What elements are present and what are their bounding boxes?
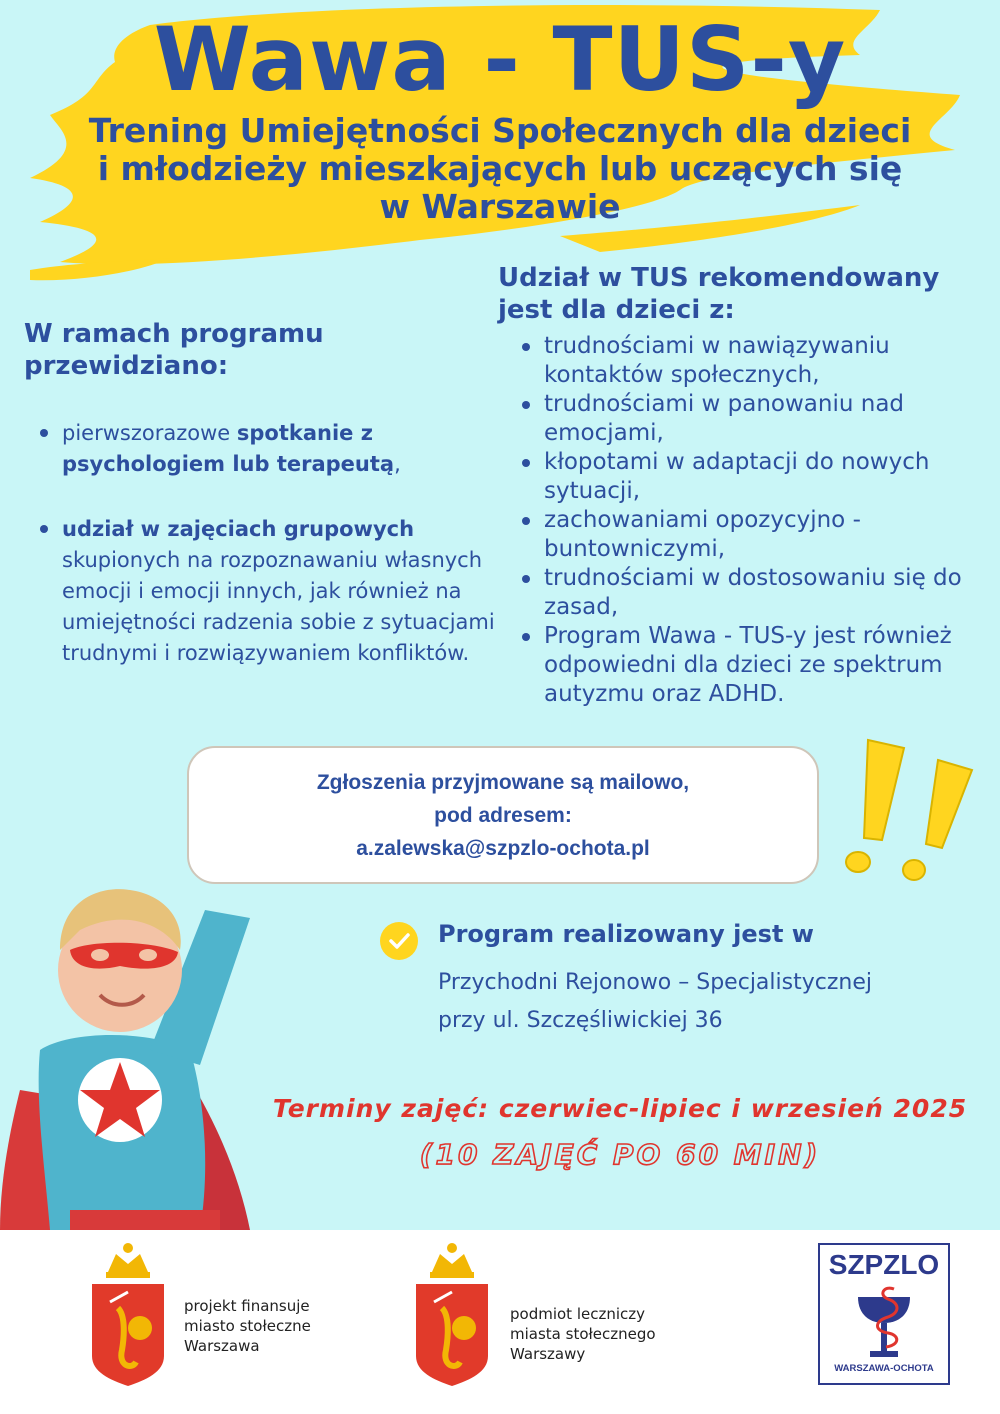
bullet-icon <box>522 517 530 525</box>
list-item <box>498 564 978 622</box>
provider-logo-caption <box>510 1304 656 1364</box>
heading-line: przewidziano: <box>24 351 229 381</box>
recommendation-list <box>498 332 978 709</box>
item-text: kłopotami w adaptacji do nowych sytuacji, <box>544 449 930 504</box>
bullet-icon <box>522 575 530 583</box>
bullet-icon <box>522 633 530 641</box>
list-item <box>498 332 978 390</box>
item-text: pierwszorazowe <box>62 421 237 445</box>
list-item <box>24 418 504 480</box>
address-line: przy ul. Szczęśliwickiej 36 <box>438 1008 723 1033</box>
contact-email[interactable]: a.zalewska@szpzlo-ochota.pl <box>356 837 650 860</box>
bullet-icon <box>522 343 530 351</box>
program-provisions-section <box>24 318 504 669</box>
szpzlo-logo <box>818 1243 950 1385</box>
bullet-icon <box>522 459 530 467</box>
program-location-title: Program realizowany jest w <box>438 920 814 948</box>
provisions-list <box>24 418 504 669</box>
application-callout <box>187 746 819 884</box>
heading-line: jest dla dzieci z: <box>498 295 735 325</box>
list-item <box>498 622 978 709</box>
subtitle <box>0 112 1000 226</box>
funding-logo-caption <box>184 1296 311 1356</box>
caption-line: Warszawa <box>184 1337 260 1355</box>
warsaw-coat-of-arms-logo <box>412 1238 492 1388</box>
caption-line: miasta stołecznego <box>510 1325 656 1343</box>
item-text-bold: spotkanie z psychologiem lub terapeutą <box>62 421 395 476</box>
list-item <box>498 506 978 564</box>
address-line: Przychodni Rejonowo – Specjalistycznej <box>438 970 872 995</box>
heading-line: Udział w TUS rekomendowany <box>498 263 940 293</box>
dates-line: Terminy zajęć: czerwiec-lipiec i wrzesień 2025 <box>272 1094 968 1123</box>
bullet-icon <box>40 525 48 533</box>
heading-line: W ramach programu <box>24 319 324 349</box>
item-text: trudnościami w dostosowaniu się do zasad, <box>544 565 962 620</box>
item-text: Program Wawa - TUS-y jest również odpowiedni dla dzieci ze spektrum autyzmu oraz ADHD. <box>544 623 952 707</box>
bowl-of-hygieia-icon <box>844 1285 924 1363</box>
caption-line: podmiot leczniczy <box>510 1305 646 1323</box>
exclamation-marks-icon <box>826 730 996 900</box>
session-count-line: (10 ZAJĘĆ PO 60 MIN) <box>419 1138 821 1171</box>
bullet-icon <box>40 429 48 437</box>
warsaw-coat-of-arms-logo <box>88 1238 168 1388</box>
check-icon <box>380 922 418 960</box>
szpzlo-logo-subtitle: WARSZAWA-OCHOTA <box>834 1363 934 1374</box>
session-dates <box>250 1086 990 1178</box>
callout-line: Zgłoszenia przyjmowane są mailowo, <box>316 771 690 794</box>
provisions-heading <box>24 318 504 382</box>
item-text: trudnościami w panowaniu nad emocjami, <box>544 391 905 446</box>
szpzlo-logo-title: SZPZLO <box>828 1249 940 1280</box>
caption-line: Warszawy <box>510 1345 586 1363</box>
program-address <box>438 964 872 1040</box>
list-item <box>498 390 978 448</box>
list-item <box>498 448 978 506</box>
caption-line: miasto stołeczne <box>184 1317 311 1335</box>
callout-line: pod adresem: <box>434 804 572 827</box>
item-text: skupionych na rozpoznawaniu własnych emocji i emocji innych, jak również na umiejętności radzenia sobie z sytuacjami trudnymi i rozwiązywaniem konfliktów. <box>62 548 495 665</box>
subtitle-line: w Warszawie <box>379 187 621 226</box>
main-title: Wawa - TUS-y <box>153 8 847 111</box>
item-text: , <box>394 452 401 476</box>
subtitle-line: Trening Umiejętności Społecznych dla dzieci <box>88 111 912 150</box>
item-text-bold: udział w zajęciach grupowych <box>62 517 415 541</box>
recommendation-heading <box>498 262 978 326</box>
bullet-icon <box>522 401 530 409</box>
item-text: trudnościami w nawiązywaniu kontaktów społecznych, <box>544 333 890 388</box>
subtitle-line: i młodzieży mieszkających lub uczących się <box>97 149 903 188</box>
recommendation-section <box>498 262 978 709</box>
caption-line: projekt finansuje <box>184 1297 310 1315</box>
item-text: zachowaniami opozycyjno - buntowniczymi, <box>544 507 861 562</box>
list-item <box>24 514 504 669</box>
